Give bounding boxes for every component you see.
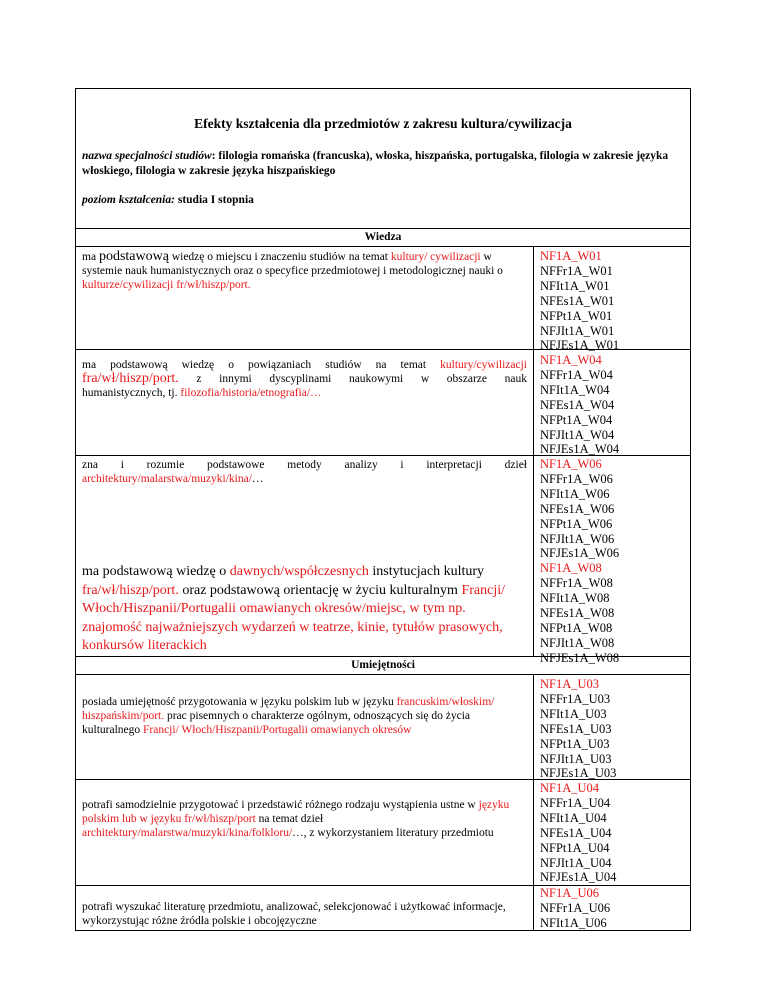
code: NFJIt1A_W06 bbox=[540, 531, 615, 546]
code: NFEs1A_W01 bbox=[540, 293, 615, 308]
code: NFJIt1A_U04 bbox=[540, 855, 612, 870]
code: NFJIt1A_W08 bbox=[540, 635, 615, 650]
code: NFJEs1A_W08 bbox=[540, 650, 620, 665]
code: NFIt1A_U04 bbox=[540, 810, 607, 825]
text-fragment: filozofia/historia/etnografia/… bbox=[180, 387, 322, 399]
outcome-codes bbox=[534, 456, 690, 665]
header-box bbox=[75, 88, 691, 229]
level-value: studia I stopnia bbox=[174, 194, 254, 206]
code: NFPt1A_W01 bbox=[540, 308, 613, 323]
text-fragment: fra/wł/hiszp/port. bbox=[82, 371, 179, 386]
code: NFFr1A_W04 bbox=[540, 367, 613, 382]
text-fragment: wiedzę o miejscu i znaczeniu studiów na temat bbox=[168, 251, 391, 263]
text-fragment: potrafi samodzielnie przygotować i przedstawić różnego rodzaju wystąpienia ustne w bbox=[82, 799, 479, 811]
specialty-label: nazwa specjalności studiów bbox=[82, 150, 212, 162]
code: NFFr1A_U06 bbox=[540, 900, 611, 915]
code: NFPt1A_U04 bbox=[540, 840, 610, 855]
text-fragment: kultury/ cywilizacji bbox=[390, 251, 481, 263]
code: NFPt1A_W04 bbox=[540, 412, 613, 427]
code-main: NF1A_W06 bbox=[540, 457, 602, 471]
table-row bbox=[76, 780, 690, 886]
table-row bbox=[76, 675, 690, 780]
text-fragment: w systemie nauk humanistycznych oraz o specyfice przedmiotowej i metodologicznej nauki o bbox=[82, 251, 503, 277]
text-fragment: podstawową bbox=[98, 249, 169, 264]
text-fragment: języku polskim lub w języku fr/wł/hiszp/port bbox=[82, 799, 510, 825]
outcome-description bbox=[76, 675, 534, 779]
text-fragment: instytucjach kultury bbox=[368, 564, 485, 579]
code: NFIt1A_W04 bbox=[540, 382, 610, 397]
code: NFPt1A_W06 bbox=[540, 516, 613, 531]
code: NFFr1A_U03 bbox=[540, 691, 611, 706]
text-fragment: ma podstawową wiedzę o powiązaniach studiów na temat bbox=[82, 359, 441, 371]
outcome-codes bbox=[534, 675, 690, 779]
code-main: NF1A_W01 bbox=[540, 249, 602, 263]
code: NFJEs1A_W04 bbox=[540, 442, 620, 457]
outcome-description bbox=[76, 780, 534, 885]
text-fragment: fra/wł/hiszp/port. bbox=[82, 582, 179, 598]
code: NFEs1A_W06 bbox=[540, 501, 615, 516]
code: NFIt1A_W01 bbox=[540, 278, 610, 293]
text-fragment: francuskim/włoskim/ hiszpańskim/port. bbox=[82, 696, 495, 722]
text-fragment: ma bbox=[82, 251, 99, 263]
text-fragment: architektury/malarstwa/muzyki/kina/folkloru/ bbox=[82, 827, 293, 839]
table-row bbox=[76, 247, 690, 353]
code: NFIt1A_W08 bbox=[540, 591, 610, 606]
code: NFFr1A_W08 bbox=[540, 576, 613, 591]
outcome-description bbox=[76, 247, 534, 349]
code: NFIt1A_W06 bbox=[540, 486, 610, 501]
code: NFIt1A_U03 bbox=[540, 706, 607, 721]
code: NFJEs1A_W06 bbox=[540, 546, 620, 561]
code: NFFr1A_W01 bbox=[540, 263, 613, 278]
table-row bbox=[76, 886, 690, 930]
code-main: NF1A_W04 bbox=[540, 353, 602, 367]
section-header-wiedza: Wiedza bbox=[76, 229, 690, 247]
outcome-codes bbox=[534, 247, 690, 353]
text-fragment: Francji/ Włoch/Hiszpanii/Portugalii omawianych okresów/miejsc, w tym np. znajomość najważniejszych wydarzeń w teatrze, kinie, tytułów prasowych, konkursów literackich bbox=[82, 582, 505, 653]
text-fragment: humanistycznych, tj. bbox=[82, 387, 181, 399]
text-fragment: kulturze/cywilizacji fr/wł/hiszp/port. bbox=[82, 279, 251, 291]
code: NFEs1A_U04 bbox=[540, 825, 612, 840]
outcome-codes bbox=[534, 780, 690, 885]
text-fragment: Francji/ Włoch/Hiszpanii/Portugalii omawianych okresów bbox=[143, 724, 412, 736]
level-label: poziom kształcenia: bbox=[82, 194, 175, 206]
code: NFFr1A_U04 bbox=[540, 795, 611, 810]
text-fragment: oraz podstawową orientację w życiu kulturalnym bbox=[178, 582, 462, 598]
outcome-description bbox=[76, 456, 534, 656]
code-main: NF1A_U06 bbox=[540, 886, 600, 900]
code: NFEs1A_W08 bbox=[540, 606, 615, 621]
code: NFPt1A_W08 bbox=[540, 620, 613, 635]
text-fragment: na temat dzieł bbox=[255, 813, 324, 825]
level-line bbox=[82, 193, 684, 208]
outcome-description: potrafi wyszukać literaturę przedmiotu, analizować, selekcjonować i użytkować informacje, wykorzystując różne źródła polskie i obcojęzyczne bbox=[76, 886, 534, 930]
text-fragment: zna i rozumie podstawowe metody analizy i interpretacji dzieł bbox=[82, 459, 527, 471]
text-fragment: …, z wykorzystaniem literatury przedmiotu bbox=[292, 827, 494, 839]
outcomes-table bbox=[75, 229, 691, 931]
outcome-description bbox=[76, 350, 534, 455]
text-fragment: architektury/malarstwa/muzyki/kina/ bbox=[82, 473, 252, 485]
specialty-value: : filologia romańska (francuska), włoska, hiszpańska, portugalska, filologia w zakresie języka włoskiego, filologia w zakresie języka hiszpańskiego bbox=[82, 150, 669, 177]
text-fragment: … bbox=[251, 473, 264, 485]
outcome-codes bbox=[534, 350, 690, 455]
code: NFEs1A_W04 bbox=[540, 397, 615, 412]
text-fragment: z innymi dyscyplinami naukowymi w obszarze nauk bbox=[178, 373, 527, 385]
code: NFIt1A_U06 bbox=[540, 915, 607, 930]
code: NFEs1A_U03 bbox=[540, 721, 612, 736]
code: NFJEs1A_W01 bbox=[540, 338, 620, 353]
text-fragment: dawnych/współczesnych bbox=[229, 564, 369, 579]
outcome-description-w08 bbox=[82, 563, 527, 656]
code: NFJIt1A_W01 bbox=[540, 323, 615, 338]
text-fragment: kultury/cywilizacji bbox=[440, 359, 527, 371]
section-header-umiejetnosci: Umiejętności bbox=[76, 657, 690, 675]
code: NFJEs1A_U03 bbox=[540, 766, 617, 781]
text-fragment: prac pisemnych o charakterze ogólnym, odnoszących się do życia kulturalnego bbox=[82, 710, 471, 736]
code-main: NF1A_W08 bbox=[540, 561, 602, 576]
text-fragment: posiada umiejętność przygotowania w języku polskim lub w języku bbox=[82, 696, 397, 708]
code: NFJIt1A_W04 bbox=[540, 427, 615, 442]
code: NFJEs1A_U04 bbox=[540, 870, 617, 885]
code: NFFr1A_W06 bbox=[540, 471, 613, 486]
code-main: NF1A_U04 bbox=[540, 781, 600, 795]
text-fragment: ma podstawową wiedzę o bbox=[82, 564, 230, 579]
specialty-line bbox=[82, 149, 684, 179]
code: NFPt1A_U03 bbox=[540, 736, 610, 751]
table-row bbox=[76, 350, 690, 456]
code-main: NF1A_U03 bbox=[540, 677, 600, 691]
outcome-codes bbox=[534, 886, 690, 930]
code: NFJIt1A_U03 bbox=[540, 751, 612, 766]
page-title: Efekty kształcenia dla przedmiotów z zakresu kultura/cywilizacja bbox=[194, 116, 572, 131]
